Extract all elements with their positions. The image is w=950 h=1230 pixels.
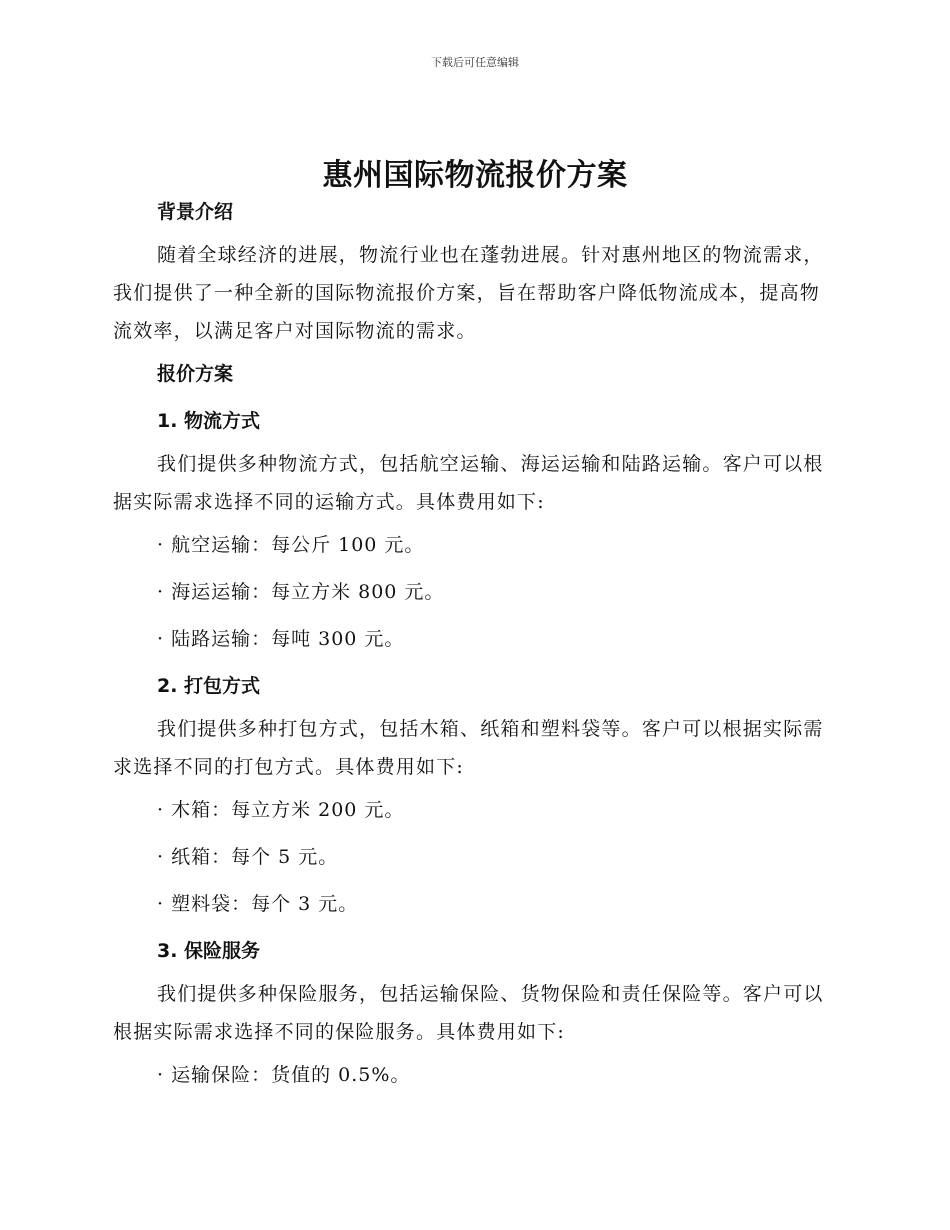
list-item: · 纸箱：每个 5 元。 [157,846,339,868]
list-item: · 陆路运输：每吨 300 元。 [157,628,405,650]
quote-heading: 报价方案 [157,363,234,385]
section-heading-shipping: 1. 物流方式 [157,410,261,432]
background-heading: 背景介绍 [157,201,234,223]
background-paragraph: 随着全球经济的进展，物流行业也在蓬勃进展。针对惠州地区的物流需求，我们提供了一种全新的国际物流报价方案，旨在帮助客户降低物流成本，提高物流效率，以满足客户对国际物流的需求。 [113,244,824,342]
document-title: 惠州国际物流报价方案 [322,158,628,193]
section-heading-packing: 2. 打包方式 [157,675,261,697]
section-paragraph-shipping: 我们提供多种物流方式，包括航空运输、海运运输和陆路运输。客户可以根据实际需求选择不同的运输方式。具体费用如下: [113,453,824,513]
list-item: · 木箱：每立方米 200 元。 [157,799,405,821]
list-item: · 塑料袋：每个 3 元。 [157,893,359,915]
section-paragraph-insurance: 我们提供多种保险服务，包括运输保险、货物保险和责任保险等。客户可以根据实际需求选择不同的保险服务。具体费用如下: [113,983,824,1043]
page-header-note: 下载后可任意编辑 [431,56,519,69]
section-heading-insurance: 3. 保险服务 [157,940,261,962]
list-item: · 海运运输：每立方米 800 元。 [157,581,445,603]
document-body [113,198,833,1089]
list-item: · 航空运输：每公斤 100 元。 [157,534,425,556]
list-item: · 运输保险：货值的 0.5%。 [157,1064,411,1086]
section-paragraph-packing: 我们提供多种打包方式，包括木箱、纸箱和塑料袋等。客户可以根据实际需求选择不同的打包方式。具体费用如下: [113,718,824,778]
